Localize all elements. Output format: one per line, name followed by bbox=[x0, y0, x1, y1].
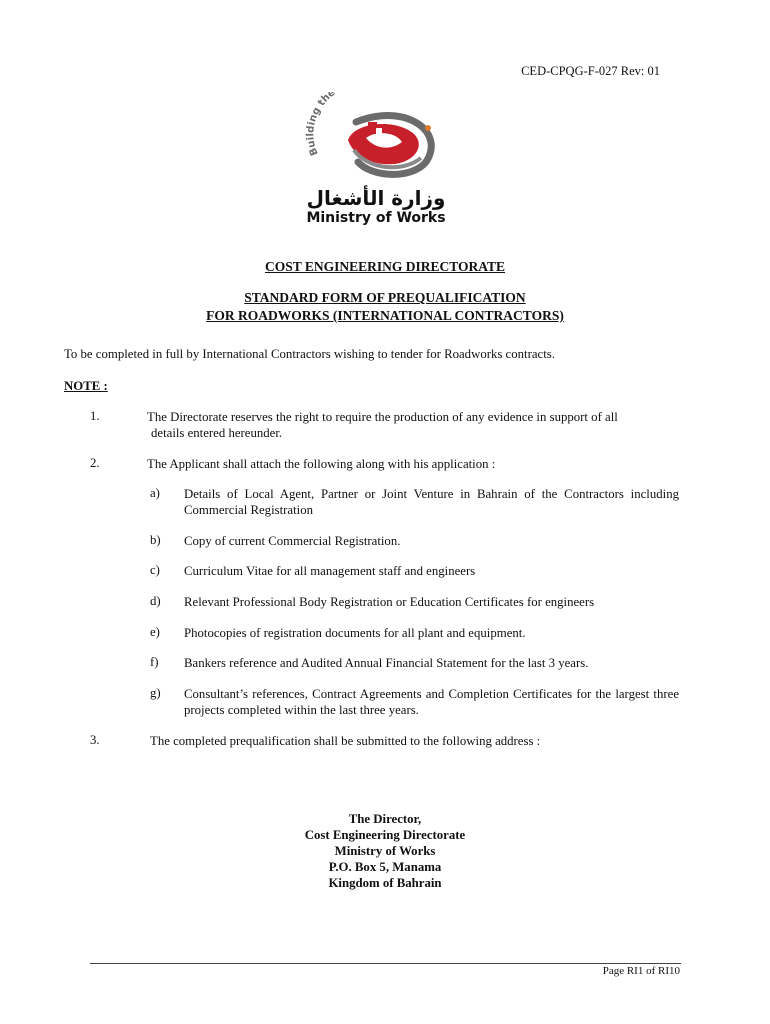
address-line: P.O. Box 5, Manama bbox=[328, 860, 442, 874]
item-text: The Applicant shall attach the following along with his application : bbox=[147, 457, 496, 471]
document-reference: CED-CPQG-F-027 Rev: 01 bbox=[521, 64, 660, 78]
item-number: 1. bbox=[90, 409, 100, 423]
subitem-letter: a) bbox=[150, 486, 160, 500]
form-title-line1: STANDARD FORM OF PREQUALIFICATION bbox=[244, 290, 526, 305]
subitem-letter: g) bbox=[150, 686, 161, 700]
logo-arabic-name: وزارة الأشغال bbox=[306, 186, 446, 210]
item-text: The completed prequalification shall be submitted to the following address : bbox=[150, 734, 541, 748]
logo-emblem-icon bbox=[296, 92, 466, 187]
subitem-text: Curriculum Vitae for all management staff and engineers bbox=[184, 564, 476, 578]
logo-english-name: Ministry of Works bbox=[306, 210, 446, 226]
subitem-text: Details of Local Agent, Partner or Joint Venture in Bahrain of the Contractors including Commercial Registration bbox=[184, 487, 679, 517]
subitem-letter: d) bbox=[150, 594, 161, 608]
submission-address bbox=[0, 811, 770, 891]
item-text bbox=[147, 409, 679, 441]
intro-text: To be completed in full by International Contractors wishing to tender for Roadworks contracts. bbox=[64, 347, 555, 361]
subitem-letter: f) bbox=[150, 655, 159, 669]
ministry-logo bbox=[296, 92, 466, 234]
subitem-text: Consultant’s references, Contract Agreements and Completion Certificates for the largest three projects completed within the last three years. bbox=[184, 687, 679, 717]
subitem-letter: c) bbox=[150, 563, 160, 577]
footer-divider bbox=[90, 963, 681, 964]
directorate-title: COST ENGINEERING DIRECTORATE bbox=[264, 259, 506, 274]
form-title-line2: FOR ROADWORKS (INTERNATIONAL CONTRACTORS) bbox=[206, 308, 564, 323]
subitem-letter: e) bbox=[150, 625, 160, 639]
subitem-text: Copy of current Commercial Registration. bbox=[184, 534, 401, 548]
subitem-text: Photocopies of registration documents for all plant and equipment. bbox=[184, 626, 526, 640]
svg-text:Building the Future: Building the bbox=[305, 92, 338, 157]
page-number: Page RI1 of RI10 bbox=[602, 965, 680, 977]
subitem-text: Bankers reference and Audited Annual Financial Statement for the last 3 years. bbox=[184, 656, 589, 670]
item-number: 2. bbox=[90, 456, 100, 470]
address-line: The Director, bbox=[348, 812, 422, 826]
address-line: Cost Engineering Directorate bbox=[304, 828, 466, 842]
item-number: 3. bbox=[90, 733, 100, 747]
item-text-line: details entered hereunder. bbox=[151, 426, 283, 440]
address-line: Kingdom of Bahrain bbox=[328, 876, 442, 890]
subitem-letter: b) bbox=[150, 533, 161, 547]
item-text-line: The Directorate reserves the right to require the production of any evidence in support of all bbox=[147, 410, 618, 424]
address-line: Ministry of Works bbox=[334, 844, 436, 858]
note-label: NOTE : bbox=[64, 379, 108, 393]
subitem-text: Relevant Professional Body Registration or Education Certificates for engineers bbox=[184, 595, 595, 609]
